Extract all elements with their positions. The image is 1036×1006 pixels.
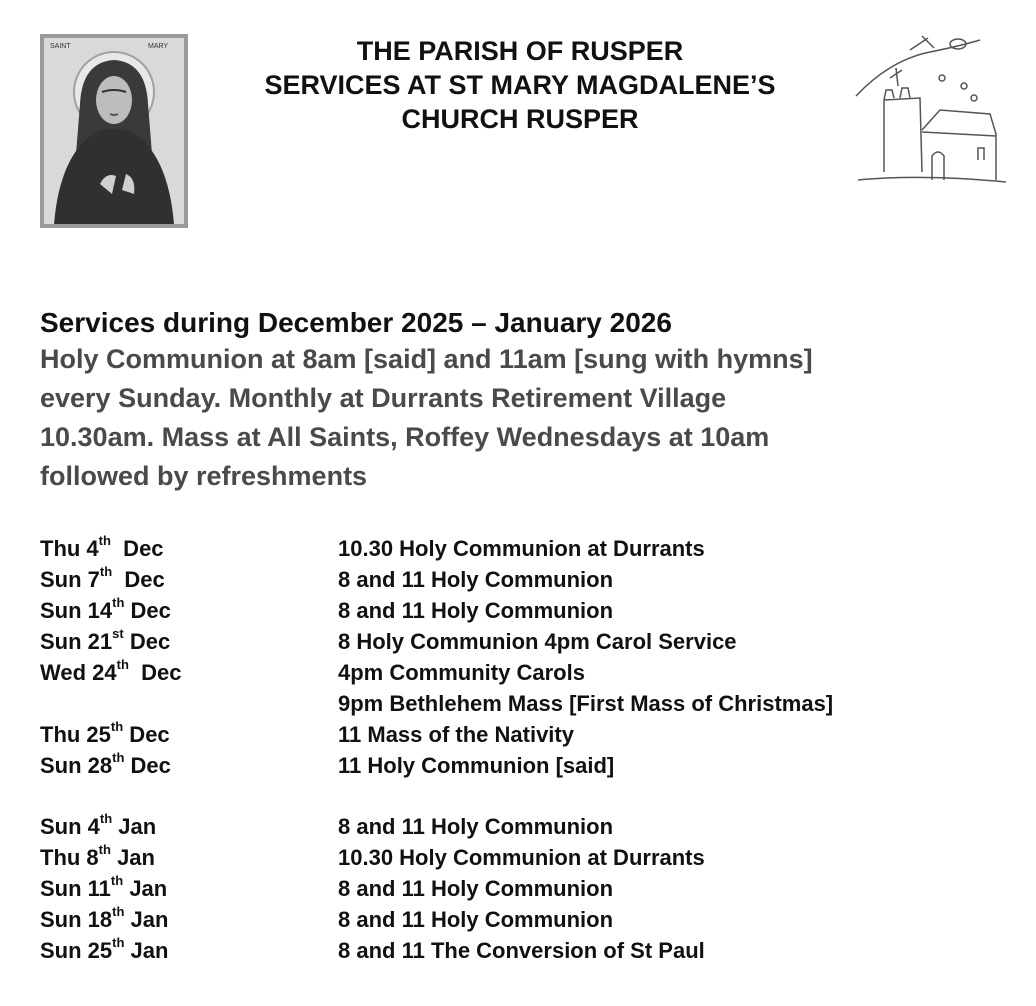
service-schedule xyxy=(40,534,1020,967)
service-date: Sun 4th Jan xyxy=(40,810,157,839)
service-event: 9pm Bethlehem Mass [First Mass of Christmas] xyxy=(338,691,834,716)
service-date: Wed 24th Dec xyxy=(40,656,182,685)
page-header xyxy=(200,34,840,136)
description-line: Holy Communion at 8am [said] and 11am [sung with hymns] xyxy=(40,344,813,374)
saint-mary-icon xyxy=(40,34,188,228)
service-event: 11 Holy Communion [said] xyxy=(338,753,615,778)
service-date: Sun 14th Dec xyxy=(40,594,171,623)
service-event: 4pm Community Carols xyxy=(338,660,585,685)
service-event: 11 Mass of the Nativity xyxy=(338,722,574,747)
description-line: followed by refreshments xyxy=(40,461,368,491)
services-description xyxy=(40,340,1010,496)
service-date: Thu 25th Dec xyxy=(40,718,170,747)
service-event: 8 and 11 The Conversion of St Paul xyxy=(338,938,705,963)
service-date: Sun 11th Jan xyxy=(40,872,168,901)
schedule-row xyxy=(40,720,1020,751)
service-event: 8 and 11 Holy Communion xyxy=(338,907,614,932)
service-event: 8 and 11 Holy Communion xyxy=(338,567,614,592)
service-date: Thu 8th Jan xyxy=(40,841,155,870)
schedule-row xyxy=(40,596,1020,627)
svg-text:SAINT: SAINT xyxy=(50,43,71,50)
schedule-row xyxy=(40,627,1020,658)
service-event: 8 and 11 Holy Communion xyxy=(338,876,614,901)
schedule-row xyxy=(40,689,1020,720)
services-intro xyxy=(40,306,1010,496)
header-subtitle-2: CHURCH RUSPER xyxy=(401,104,639,134)
service-date: Sun 28th Dec xyxy=(40,749,171,778)
service-event: 8 Holy Communion 4pm Carol Service xyxy=(338,629,737,654)
header-title: THE PARISH OF RUSPER xyxy=(356,36,684,66)
services-heading: Services during December 2025 – January 2026 xyxy=(40,307,672,338)
schedule-row xyxy=(40,812,1020,843)
service-event: 10.30 Holy Communion at Durrants xyxy=(338,845,705,870)
schedule-row xyxy=(40,565,1020,596)
schedule-row xyxy=(40,874,1020,905)
description-line: 10.30am. Mass at All Saints, Roffey Wednesdays at 10am xyxy=(40,422,770,452)
schedule-row xyxy=(40,534,1020,565)
service-date: Sun 18th Jan xyxy=(40,903,169,932)
service-date: Sun 21st Dec xyxy=(40,625,171,654)
schedule-row xyxy=(40,936,1020,967)
service-date: Sun 7th Dec xyxy=(40,563,165,592)
schedule-row xyxy=(40,905,1020,936)
schedule-row xyxy=(40,658,1020,689)
header-subtitle: SERVICES AT ST MARY MAGDALENE’S xyxy=(264,70,776,100)
service-event: 10.30 Holy Communion at Durrants xyxy=(338,536,705,561)
schedule-row xyxy=(40,751,1020,782)
svg-text:MARY: MARY xyxy=(148,43,169,50)
service-event: 8 and 11 Holy Communion xyxy=(338,598,614,623)
schedule-row xyxy=(40,843,1020,874)
church-sketch-icon xyxy=(850,30,1010,190)
service-date: Thu 4th Dec xyxy=(40,532,164,561)
service-event: 8 and 11 Holy Communion xyxy=(338,814,614,839)
service-date: Sun 25th Jan xyxy=(40,934,169,963)
description-line: every Sunday. Monthly at Durrants Retirement Village xyxy=(40,383,727,413)
